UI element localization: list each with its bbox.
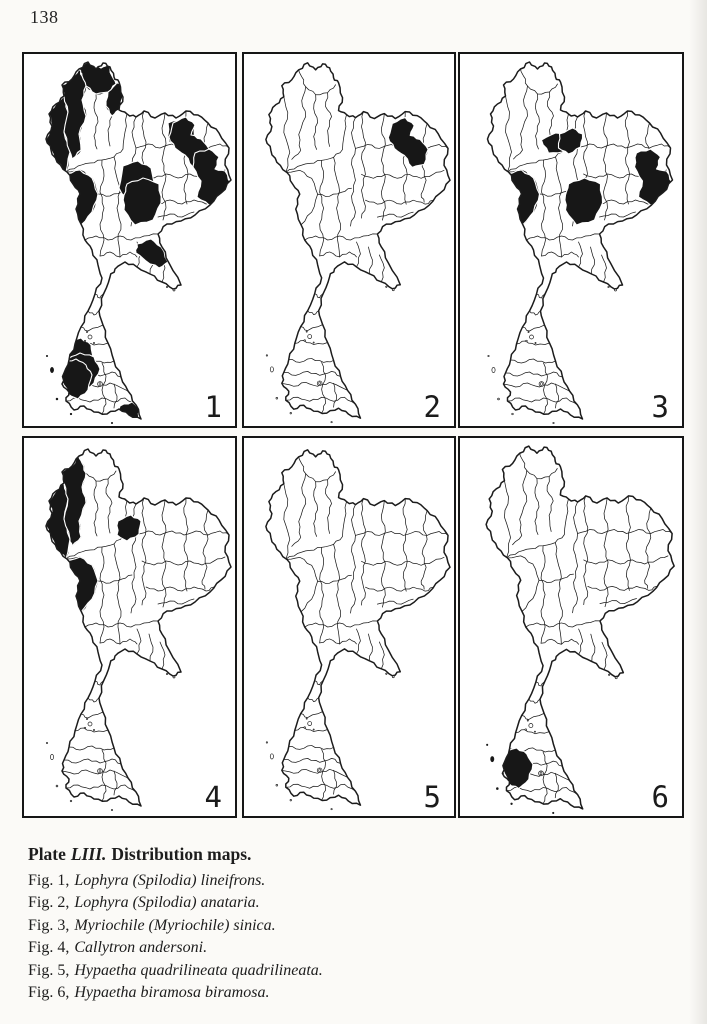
figure-caption-5 [28, 960, 588, 982]
plate-title-rest: Distribution maps. [111, 844, 252, 864]
species-name: Hypaetha biramosa biramosa. [74, 984, 270, 1002]
map-panel-2 [242, 52, 456, 428]
figure-caption-1 [28, 870, 588, 892]
map-panel-6 [458, 436, 684, 818]
figure-label: Fig. 2, [28, 894, 70, 912]
figure-label: Fig. 5, [28, 961, 70, 979]
panel-number-label: 2 [423, 390, 441, 424]
figure-label: Fig. 1, [28, 872, 70, 889]
plate-title [28, 844, 588, 865]
panel-number-label: 5 [423, 780, 441, 814]
panel-number-label: 6 [651, 780, 669, 814]
thailand-distribution-map-3 [460, 54, 682, 426]
figure-caption-3 [28, 915, 588, 937]
figure-label: Fig. 4, [28, 939, 70, 957]
panel-number-label: 3 [651, 390, 669, 424]
figure-caption-2 [28, 892, 588, 914]
thailand-distribution-map-6 [460, 438, 682, 816]
thailand-distribution-map-5 [244, 438, 454, 816]
page-number: 138 [30, 7, 59, 27]
map-panel-4 [22, 436, 237, 818]
figure-caption-6 [28, 982, 588, 1004]
species-name: Lophyra (Spilodia) lineifrons. [74, 872, 266, 889]
plate-caption [28, 844, 588, 1004]
map-panel-5 [242, 436, 456, 818]
panel-number-label: 1 [204, 390, 222, 424]
plate-roman-numeral: LIII. [70, 844, 107, 864]
plate-title-word: Plate [28, 844, 66, 864]
species-name: Hypaetha quadrilineata quadrilineata. [74, 961, 323, 979]
figure-label: Fig. 3, [28, 916, 70, 934]
thailand-distribution-map-1 [24, 54, 235, 426]
thailand-distribution-map-4 [24, 438, 235, 816]
figure-caption-4 [28, 937, 588, 959]
thailand-distribution-map-2 [244, 54, 454, 426]
panel-number-label: 4 [204, 780, 222, 814]
species-name: Callytron andersoni. [74, 939, 208, 957]
map-panel-1 [22, 52, 237, 428]
species-name: Myriochile (Myriochile) sinica. [74, 916, 276, 934]
map-panel-3 [458, 52, 684, 428]
species-name: Lophyra (Spilodia) anataria. [74, 894, 260, 912]
figure-label: Fig. 6, [28, 984, 70, 1002]
